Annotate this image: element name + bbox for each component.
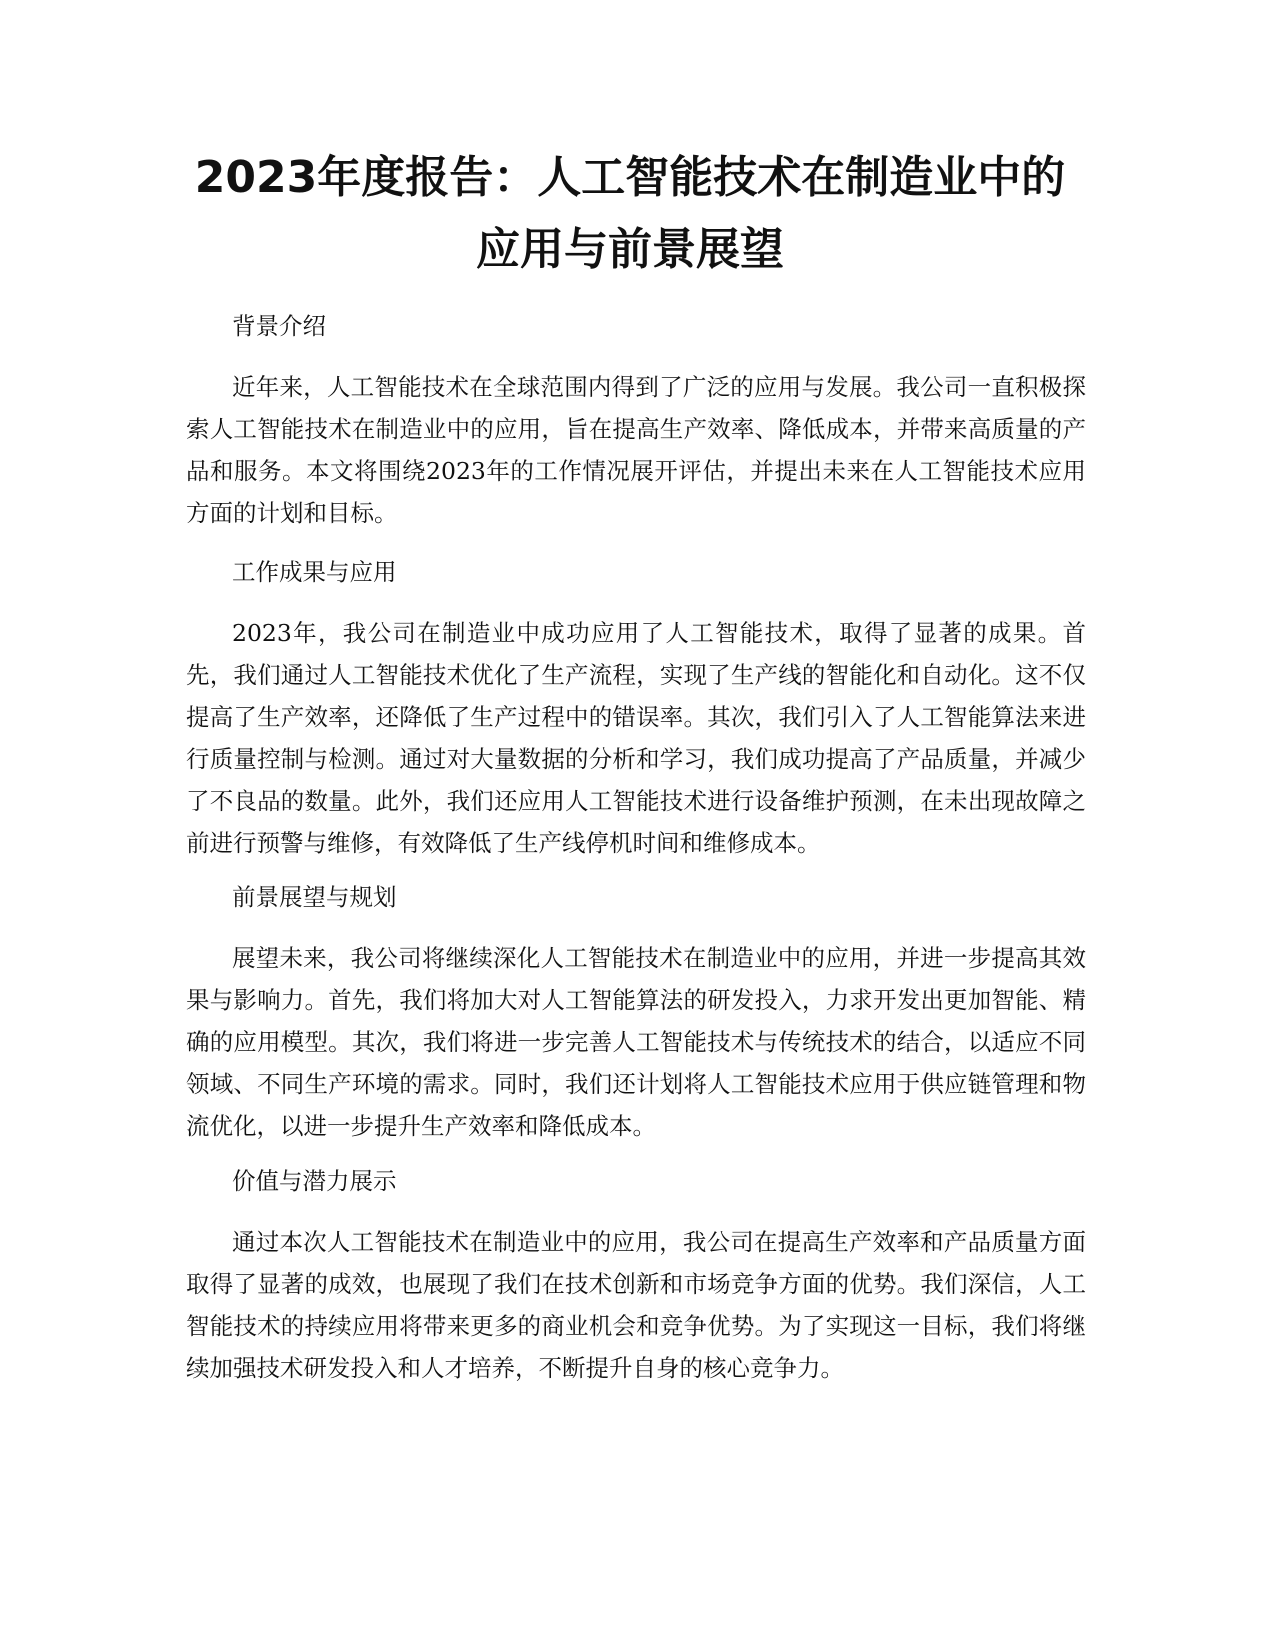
section-body-results: 2023年，我公司在制造业中成功应用了人工智能技术，取得了显著的成果。首先，我们通过人工智能技术优化了生产流程，实现了生产线的智能化和自动化。这不仅提高了生产效率，还降低了生产过程中的错误率。其次，我们引入了人工智能算法来进行质量控制与检测。通过对大量数据的分析和学习，我们成功提高了产品质量，并减少了不良品的数量。此外，我们还应用人工智能技术进行设备维护预测，在未出现故障之前进行预警与维修，有效降低了生产线停机时间和维修成本。: [186, 619, 1086, 857]
document-title: 2023年度报告：人工智能技术在制造业中的应用与前景展望: [194, 152, 1066, 275]
section-heading-background: 背景介绍: [232, 312, 326, 340]
section-heading-value: 价值与潜力展示: [232, 1167, 397, 1195]
section-body-background: 近年来，人工智能技术在全球范围内得到了广泛的应用与发展。我公司一直积极探索人工智能技术在制造业中的应用，旨在提高生产效率、降低成本，并带来高质量的产品和服务。本文将围绕2023年的工作情况展开评估，并提出未来在人工智能技术应用方面的计划和目标。: [186, 373, 1086, 527]
section-heading-results: 工作成果与应用: [232, 558, 397, 586]
section-body-value: 通过本次人工智能技术在制造业中的应用，我公司在提高生产效率和产品质量方面取得了显著的成效，也展现了我们在技术创新和市场竞争方面的优势。我们深信，人工智能技术的持续应用将带来更多的商业机会和竞争优势。为了实现这一目标，我们将继续加强技术研发投入和人才培养，不断提升自身的核心竞争力。: [186, 1228, 1086, 1382]
section-heading-outlook: 前景展望与规划: [232, 883, 397, 911]
section-body-outlook: 展望未来，我公司将继续深化人工智能技术在制造业中的应用，并进一步提高其效果与影响力。首先，我们将加大对人工智能算法的研发投入，力求开发出更加智能、精确的应用模型。其次，我们将进一步完善人工智能技术与传统技术的结合，以适应不同领域、不同生产环境的需求。同时，我们还计划将人工智能技术应用于供应链管理和物流优化，以进一步提升生产效率和降低成本。: [186, 944, 1086, 1140]
